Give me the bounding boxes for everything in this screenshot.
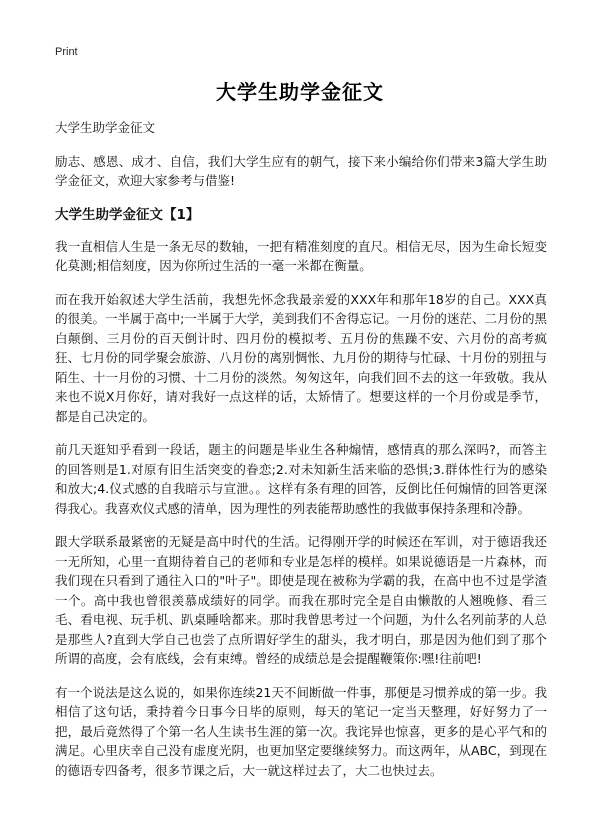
- page-title: 大学生助学金征文: [216, 80, 384, 104]
- article-paragraph-4: 跟大学联系最紧密的无疑是高中时代的生活。记得刚开学的时候还在军训，对于德语我还一无所知，心里一直期待着自己的老师和专业是怎样的模样。如果说德语是一片森林，而我们现在只看到了通往入口的"叶子"。即使是现在被称为学霸的我，在高中也不过是学渣一个。高中我也曾很羡慕成绩好的同学。而我在那时完全是自由懒散的人翘晚修、看三毛、看电视、玩手机、趴桌睡啥都来。那时我曾思考过一个问题，为什么名列前茅的人总是那些人?直到大学自己也尝了点所谓好学生的甜头，我才明白，那是因为他们到了那个所谓的高度，会有底线，会有束缚。曾经的成绩总是会提醒鞭策你:嘿!往前吧!: [55, 534, 547, 666]
- article-intro: 励志、感恩、成才、自信，我们大学生应有的朝气，接下来小编给你们带来3篇大学生助学金征文，欢迎大家参考与借鉴!: [55, 153, 547, 188]
- article-paragraph-3: 前几天逛知乎看到一段话，题主的问题是毕业生各种煽情，感情真的那么深吗?，而答主的回答则是1.对原有旧生活突变的眷恋;2.对未知新生活来临的恐惧;3.群体性行为的感染和放大;4.仪式感的自我暗示与宣泄。。这样有条有理的回答，反倒比任何煽情的回答更深得我心。我喜欢仪式感的清单，因为理性的列表能帮助感性的我做事保持条理和冷静。: [55, 442, 547, 516]
- article-paragraph-5: 有一个说法是这么说的，如果你连续21天不间断做一件事，那便是习惯养成的第一步。我相信了这句话，秉持着今日事今日毕的原则，每天的笔记一定当天整理，好好努力了一把，最后竟然得了个第一名人生读书生涯的第一次。我诧异也惊喜，更多的是心平气和的满足。心里庆幸自己没有虚度光阴，也更加坚定要继续努力。而这两年，从ABC，到现在的德语专四备考，很多节课之后，大一就这样过去了，大二也快过去。: [55, 684, 547, 778]
- section-heading: 大学生助学金征文【1】: [55, 206, 200, 223]
- article-body: [55, 118, 547, 794]
- article-paragraph-1: 我一直相信人生是一条无尽的数轴，一把有精准刻度的直尺。相信无尽，因为生命长短变化莫测;相信刻度，因为你所过生活的一毫一米都在衡量。: [55, 238, 547, 273]
- print-link[interactable]: Print: [55, 46, 78, 58]
- article-subtitle: 大学生助学金征文: [55, 120, 156, 135]
- article-paragraph-2: 而在我开始叙述大学生活前，我想先怀念我最亲爱的XXX年和那年18岁的自己。XXX真的很美。一半属于高中;一半属于大学，美到我们不舍得忘记。一月份的迷茫、二月份的黑白颠倒、三月份的百天倒计时、四月份的模拟考、五月份的焦躁不安、六月份的高考疯狂、七月份的同学聚会旅游、八月份的离别惆怅、九月份的期待与忙碌、十月份的别扭与陌生、十一月份的习惯、十二月份的淡然。匆匆这年，向我们回不去的这一年致敬。我从来也不说X月你好，请对我好一点这样的话，太矫情了。想要这样的一个月份或是季节，都是自己决定的。: [55, 291, 547, 424]
